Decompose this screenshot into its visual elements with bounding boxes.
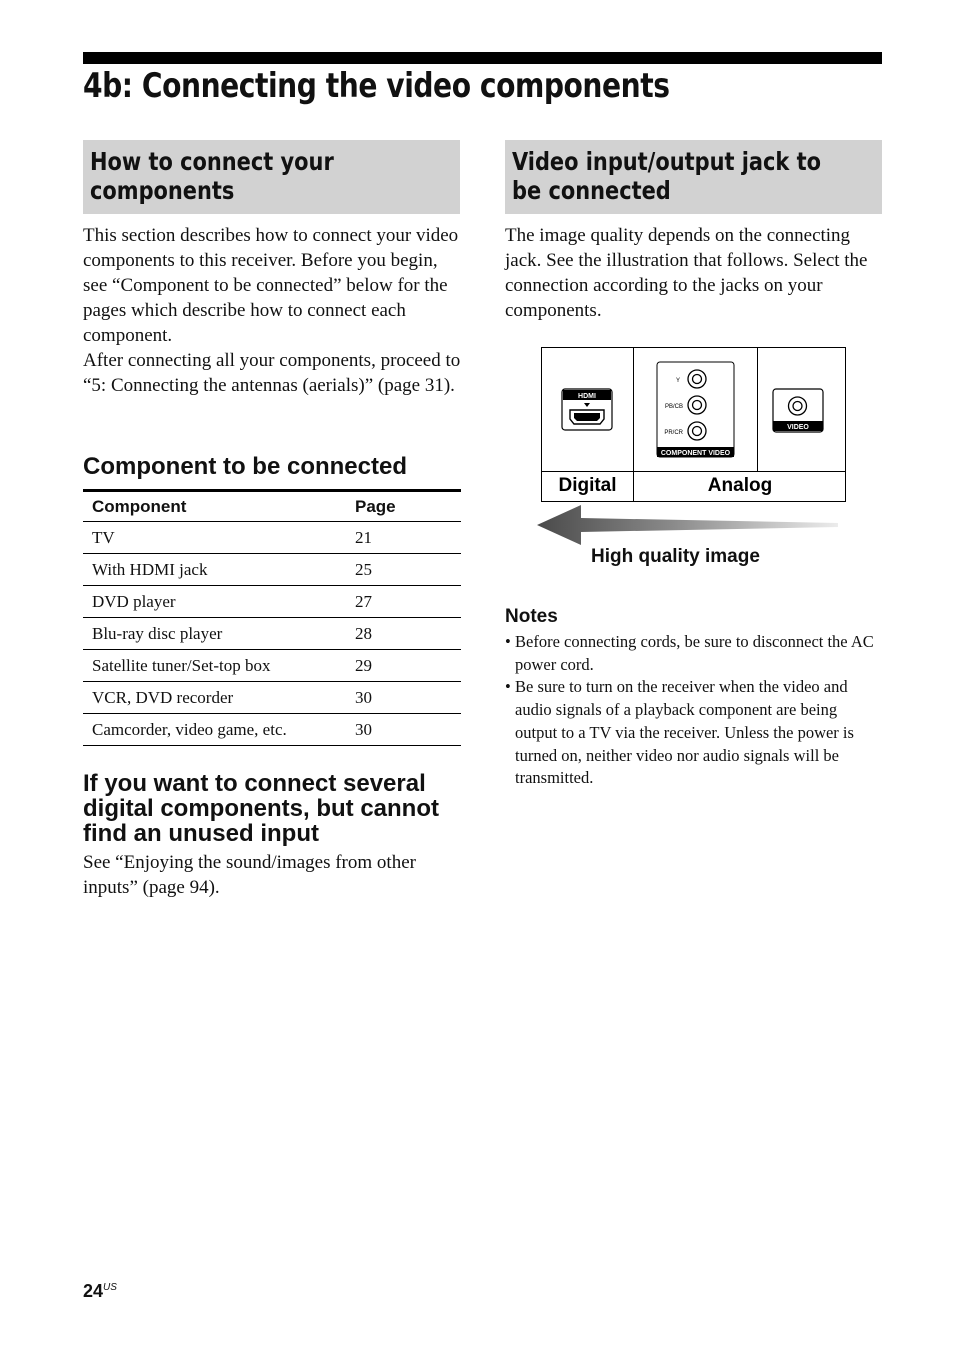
- cell-page: 29: [346, 650, 461, 682]
- component-video-label: COMPONENT VIDEO: [660, 450, 731, 457]
- digital-label: Digital: [558, 475, 617, 496]
- table-row: [83, 618, 461, 650]
- pb-label: PB/CB: [664, 404, 683, 410]
- notes-heading: Notes: [505, 606, 558, 627]
- video-label: VIDEO: [787, 424, 809, 431]
- table-row: [83, 522, 461, 554]
- section-title: Video input/output jack to be connected: [512, 147, 821, 205]
- component-video-jack-icon: [657, 362, 734, 457]
- table-row: [83, 554, 461, 586]
- table-heading: Component to be connected: [83, 453, 407, 480]
- cell-component: Satellite tuner/Set-top box: [83, 650, 346, 682]
- arrow-caption: High quality image: [591, 546, 760, 567]
- several-components-heading: If you want to connect several digital components, but cannot find an unused input: [83, 770, 439, 847]
- section-header-video-jack: [505, 140, 882, 214]
- title-rule: [83, 52, 882, 64]
- cell-component: With HDMI jack: [83, 554, 346, 586]
- column-header-component: Component: [83, 491, 346, 522]
- page-region-suffix: US: [103, 1282, 117, 1293]
- video-jack-icon: [773, 389, 823, 432]
- pr-label: PR/CR: [664, 430, 683, 436]
- table-row: [83, 586, 461, 618]
- cell-component: Camcorder, video game, etc.: [83, 714, 346, 746]
- cell-page: 25: [346, 554, 461, 586]
- table-row: [83, 714, 461, 746]
- cell-component: DVD player: [83, 586, 346, 618]
- note-item: • Be sure to turn on the receiver when the video and audio signals of a playback component are being output to a TV via the receiver. Unless the power is turned on, neither video nor audio signals will be transmitted.: [505, 676, 883, 790]
- cell-page: 28: [346, 618, 461, 650]
- page-number-value: 24: [83, 1281, 104, 1301]
- several-components-text: See “Enjoying the sound/images from other inputs” (page 94).: [83, 852, 416, 898]
- table-row: [83, 682, 461, 714]
- quality-arrow-icon: [535, 503, 840, 548]
- y-label: Y: [675, 378, 680, 384]
- intro-text: [83, 223, 463, 398]
- cell-page: 21: [346, 522, 461, 554]
- section-header-how-to-connect: [83, 140, 460, 214]
- intro-paragraph: After connecting all your components, proceed to “5: Connecting the antennas (aerials)” (page 31).: [83, 350, 461, 396]
- cell-page: 30: [346, 714, 461, 746]
- cell-page: 30: [346, 682, 461, 714]
- cell-page: 27: [346, 586, 461, 618]
- cell-component: TV: [83, 522, 346, 554]
- notes-list: [505, 631, 883, 790]
- hdmi-jack-icon: [562, 389, 612, 430]
- page-number: [83, 1281, 117, 1302]
- column-header-page: Page: [346, 491, 461, 522]
- video-jack-intro: The image quality depends on the connecting jack. See the illustration that follows. Select the connection according to the jacks on your components.: [505, 225, 868, 321]
- page-title: 4b: Connecting the video components: [83, 66, 670, 106]
- table-row: [83, 650, 461, 682]
- intro-paragraph: This section describes how to connect your video components to this receiver. Before you begin, see “Component to be connected” below for the pages which describe how to connect each component.: [83, 225, 459, 346]
- note-item: • Before connecting cords, be sure to disconnect the AC power cord.: [505, 631, 883, 676]
- hdmi-label: HDMI: [578, 393, 596, 400]
- cell-component: Blu-ray disc player: [83, 618, 346, 650]
- table-header-row: [83, 491, 461, 522]
- cell-component: VCR, DVD recorder: [83, 682, 346, 714]
- section-title: How to connect your components: [90, 147, 334, 205]
- component-table: [83, 489, 461, 746]
- jack-quality-diagram: [541, 347, 846, 502]
- analog-label: Analog: [707, 475, 773, 496]
